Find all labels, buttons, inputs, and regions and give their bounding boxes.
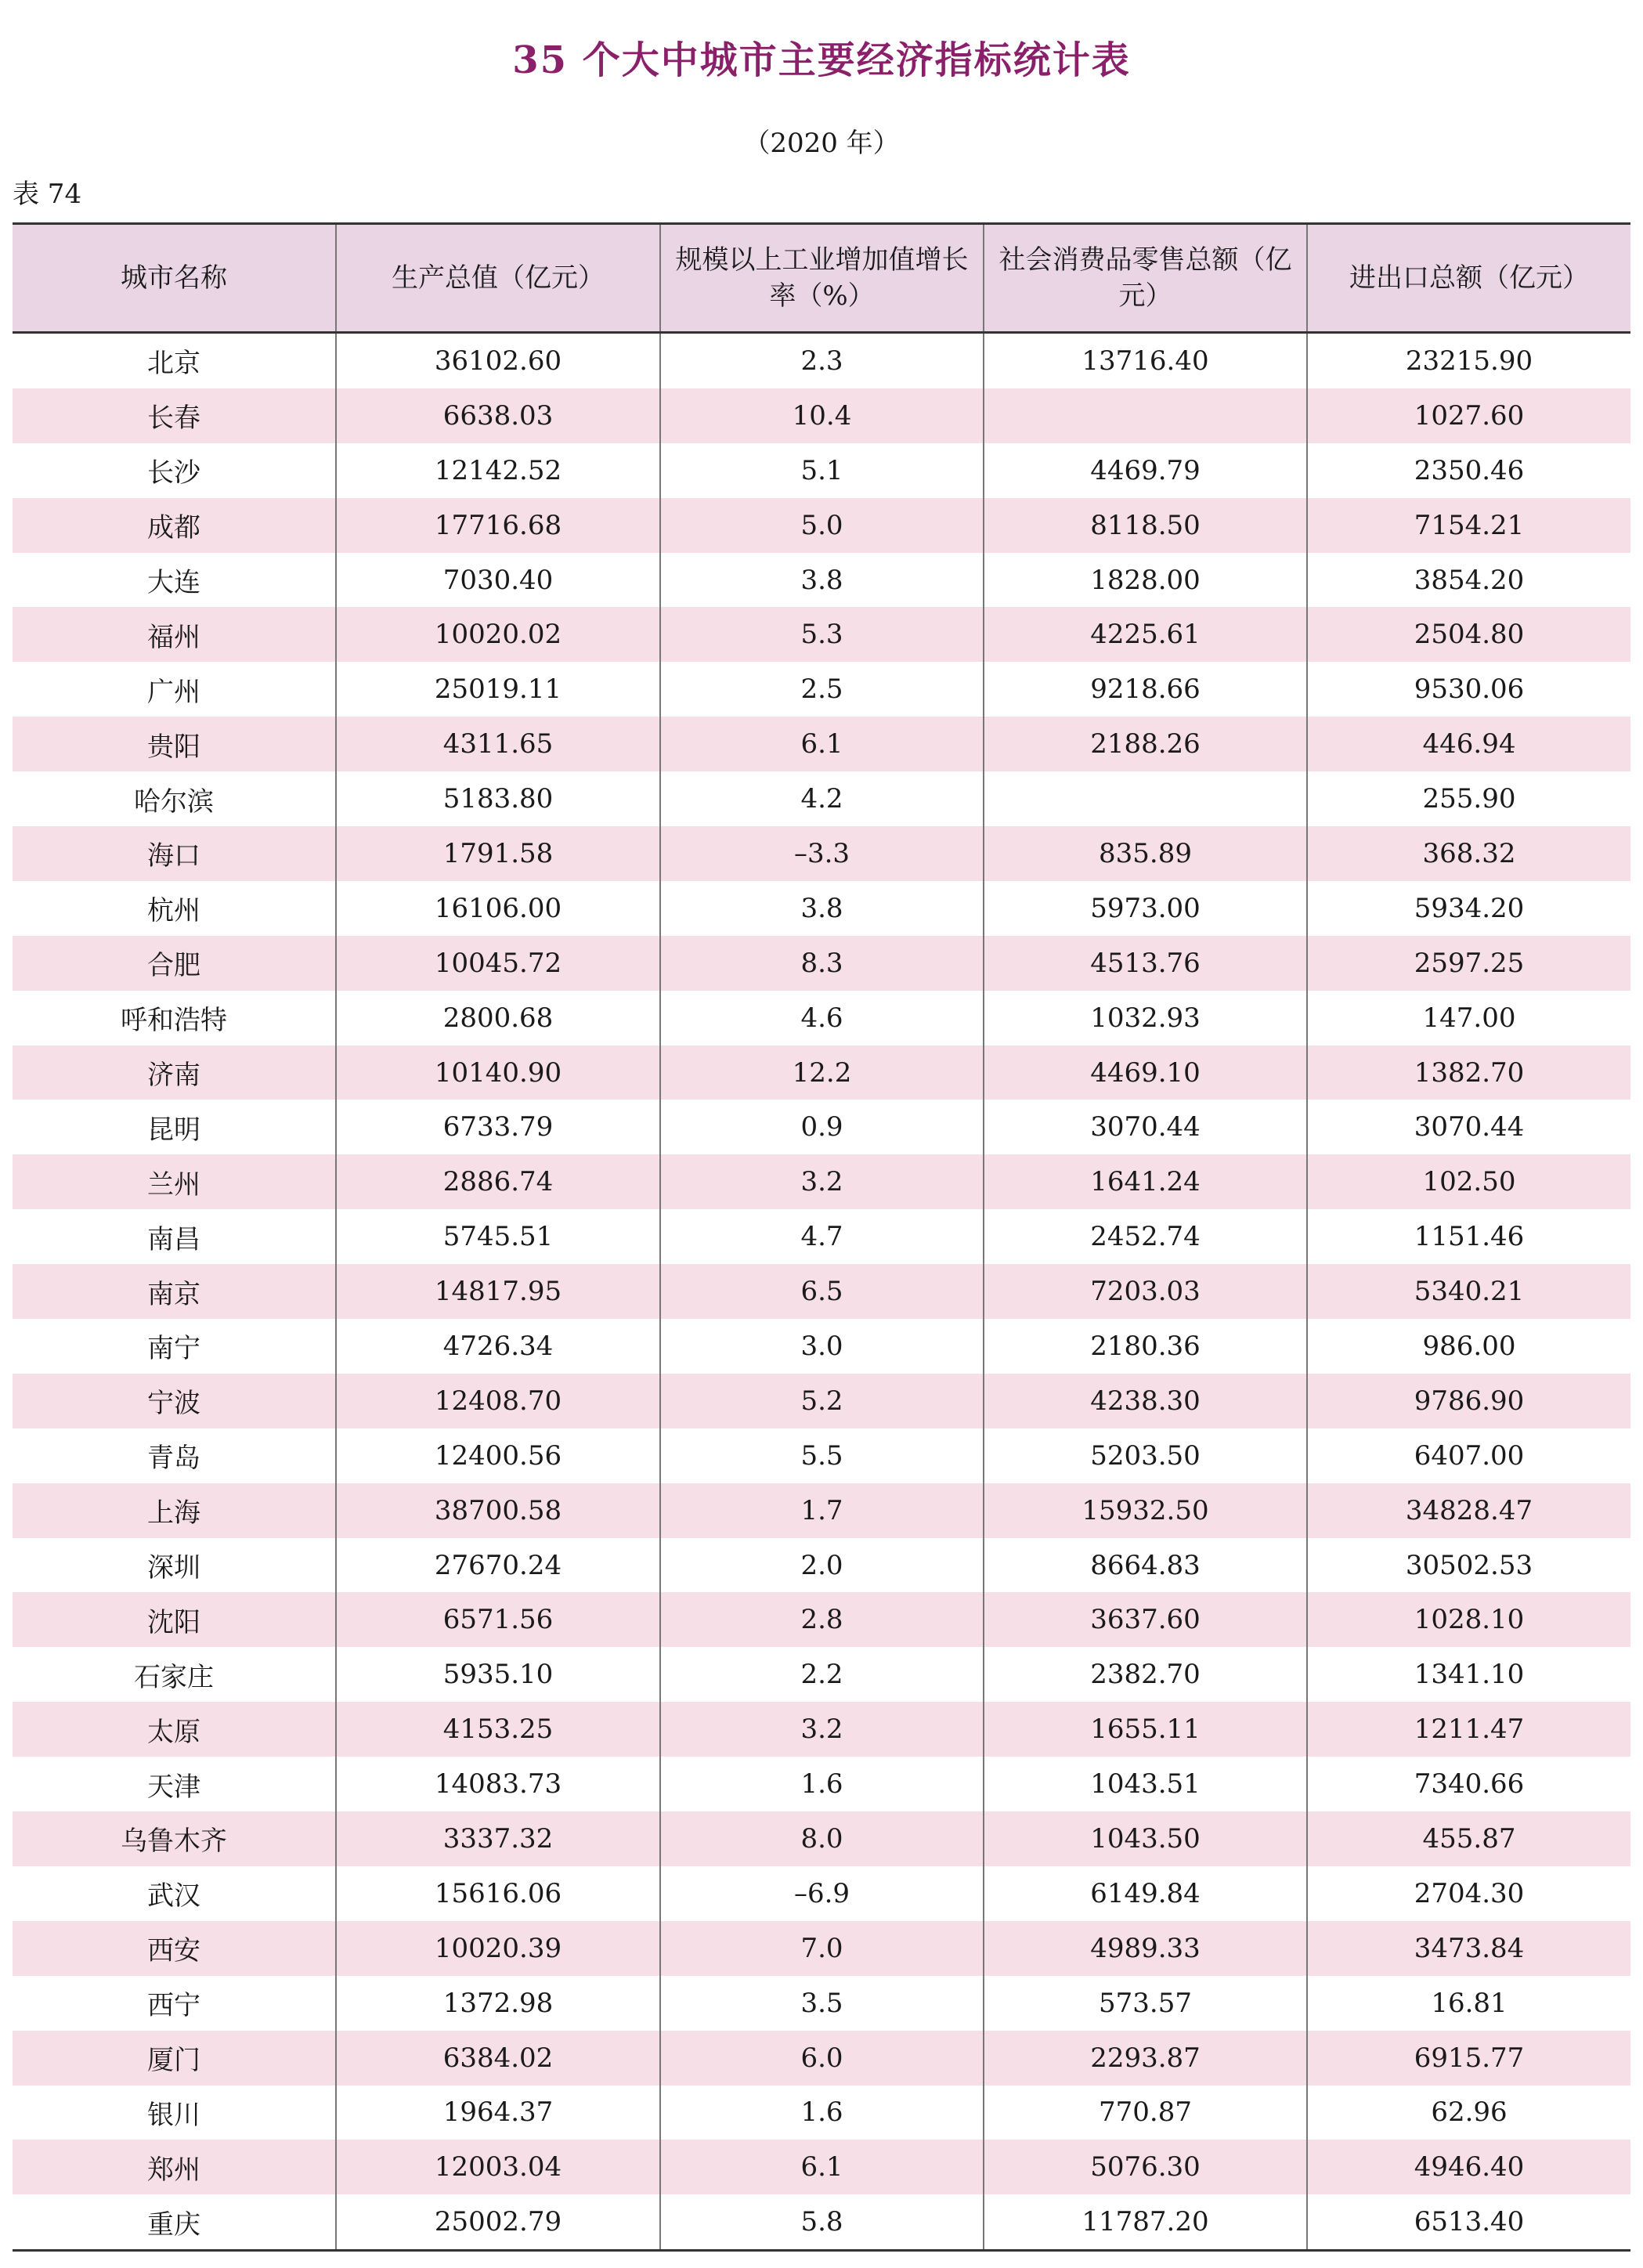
industry-growth-cell: 2.2 [660,1647,984,1702]
industry-growth-cell: 6.1 [660,2140,984,2194]
table-row [13,881,1630,936]
import-export-cell: 6513.40 [1307,2194,1630,2250]
import-export-cell: 5934.20 [1307,881,1630,936]
import-export-cell: 986.00 [1307,1319,1630,1374]
gdp-cell: 6571.56 [336,1592,660,1647]
industry-growth-cell: 3.2 [660,1702,984,1757]
header-city: 城市名称 [13,224,336,333]
city-cell: 上海 [13,1483,336,1538]
retail-sales-cell: 2293.87 [984,2031,1307,2086]
table-row [13,388,1630,443]
gdp-cell: 2886.74 [336,1154,660,1209]
industry-growth-cell: 6.5 [660,1264,984,1319]
retail-sales-cell: 1043.51 [984,1757,1307,1811]
table-row [13,1100,1630,1154]
import-export-cell: 7340.66 [1307,1757,1630,1811]
table-row [13,1702,1630,1757]
table-row [13,498,1630,553]
import-export-cell: 5340.21 [1307,1264,1630,1319]
import-export-cell: 3473.84 [1307,1921,1630,1976]
retail-sales-cell: 13716.40 [984,333,1307,388]
industry-growth-cell: 2.5 [660,662,984,717]
import-export-cell: 446.94 [1307,717,1630,771]
city-cell: 南昌 [147,1223,200,1255]
import-export-cell: 34828.47 [1307,1483,1630,1538]
city-cell: 南京 [13,1264,336,1319]
import-export-cell: 2350.46 [1307,443,1630,498]
gdp-cell: 10020.02 [336,607,660,662]
header-industry-growth: 规模以上工业增加值增长率（%） [660,224,984,333]
retail-sales-cell: 8664.83 [984,1538,1307,1593]
retail-sales-cell: 4469.10 [984,1046,1307,1100]
city-cell: 杭州 [147,895,200,927]
gdp-cell: 12003.04 [336,2140,660,2194]
gdp-cell: 1791.58 [336,826,660,881]
table-number: 表 74 [13,179,82,210]
city-cell: 合肥 [13,936,336,991]
industry-growth-cell: 6.1 [660,717,984,771]
table-row [13,1374,1630,1428]
table-row [13,1209,1630,1264]
retail-sales-cell [984,388,1307,443]
retail-sales-cell: 7203.03 [984,1264,1307,1319]
retail-sales-cell: 1828.00 [984,553,1307,608]
gdp-cell: 3337.32 [336,1811,660,1866]
city-cell: 郑州 [13,2140,336,2194]
table-row [13,1483,1630,1538]
city-cell: 重庆 [13,2194,336,2250]
retail-sales-cell: 4989.33 [984,1921,1307,1976]
city-cell: 长沙 [147,457,200,489]
import-export-cell: 1341.10 [1307,1647,1630,1702]
table-row [13,991,1630,1046]
gdp-cell: 2800.68 [336,991,660,1046]
city-cell: 成都 [13,498,336,553]
table-row [13,1046,1630,1100]
retail-sales-cell: 1641.24 [984,1154,1307,1209]
city-cell: 乌鲁木齐 [13,1811,336,1866]
city-cell: 大连 [147,567,200,598]
table-row [13,717,1630,771]
import-export-cell: 23215.90 [1307,333,1630,388]
city-cell: 济南 [13,1046,336,1100]
import-export-cell: 4946.40 [1307,2140,1630,2194]
table-row [13,553,1630,608]
import-export-cell: 2504.80 [1307,607,1630,662]
retail-sales-cell: 1655.11 [984,1702,1307,1757]
header-import-export: 进出口总额（亿元） [1307,224,1630,333]
industry-growth-cell: 1.6 [660,2086,984,2140]
import-export-cell: 6407.00 [1307,1428,1630,1483]
industry-growth-cell: 5.5 [660,1428,984,1483]
gdp-cell: 7030.40 [336,553,660,608]
city-cell: 南宁 [147,1333,200,1365]
import-export-cell: 16.81 [1307,1976,1630,2031]
retail-sales-cell: 2452.74 [984,1209,1307,1264]
industry-growth-cell: 6.0 [660,2031,984,2086]
city-cell: 昆明 [147,1114,200,1146]
industry-growth-cell: 4.6 [660,991,984,1046]
industry-growth-cell: –3.3 [660,826,984,881]
import-export-cell: 7154.21 [1307,498,1630,553]
import-export-cell: 368.32 [1307,826,1630,881]
gdp-cell: 10045.72 [336,936,660,991]
city-cell: 沈阳 [13,1592,336,1647]
industry-growth-cell: 5.0 [660,498,984,553]
import-export-cell: 102.50 [1307,1154,1630,1209]
retail-sales-cell: 573.57 [984,1976,1307,2031]
import-export-cell: 1027.60 [1307,388,1630,443]
table-row [13,333,1630,388]
table-row [13,1319,1630,1374]
industry-growth-cell: 5.2 [660,1374,984,1428]
gdp-cell: 10020.39 [336,1921,660,1976]
import-export-cell: 9530.06 [1307,662,1630,717]
retail-sales-cell: 5076.30 [984,2140,1307,2194]
industry-growth-cell: 10.4 [660,388,984,443]
industry-growth-cell: 0.9 [660,1100,984,1154]
city-cell: 福州 [13,607,336,662]
gdp-cell: 12142.52 [336,443,660,498]
city-cell: 深圳 [147,1552,200,1584]
city-cell: 石家庄 [134,1661,214,1693]
retail-sales-cell: 4225.61 [984,607,1307,662]
table-row [13,662,1630,717]
industry-growth-cell: 1.6 [660,1757,984,1811]
table-row [13,2031,1630,2086]
table-row [13,1921,1630,1976]
industry-growth-cell: 2.0 [660,1538,984,1593]
import-export-cell: 62.96 [1307,2086,1630,2140]
header-retail-sales: 社会消费品零售总额（亿元） [984,224,1307,333]
retail-sales-cell: 15932.50 [984,1483,1307,1538]
table-row [13,1264,1630,1319]
table-body [13,333,1630,2251]
gdp-cell: 17716.68 [336,498,660,553]
retail-sales-cell: 4469.79 [984,443,1307,498]
city-cell: 兰州 [13,1154,336,1209]
retail-sales-cell: 3637.60 [984,1592,1307,1647]
table-row [13,1976,1630,2031]
gdp-cell: 4726.34 [336,1319,660,1374]
retail-sales-cell: 5973.00 [984,881,1307,936]
retail-sales-cell: 1043.50 [984,1811,1307,1866]
table-row [13,826,1630,881]
gdp-cell: 36102.60 [336,333,660,388]
gdp-cell: 1372.98 [336,1976,660,2031]
import-export-cell: 2597.25 [1307,936,1630,991]
gdp-cell: 25019.11 [336,662,660,717]
industry-growth-cell: 1.7 [660,1483,984,1538]
table-header-row [13,224,1630,333]
economic-indicators-table [13,222,1630,2252]
retail-sales-cell [984,771,1307,826]
gdp-cell: 4153.25 [336,1702,660,1757]
table-row [13,1811,1630,1866]
import-export-cell: 30502.53 [1307,1538,1630,1593]
gdp-cell: 25002.79 [336,2194,660,2250]
page-subtitle: （2020 年） [743,128,900,159]
import-export-cell: 1151.46 [1307,1209,1630,1264]
gdp-cell: 38700.58 [336,1483,660,1538]
city-cell: 海口 [13,826,336,881]
retail-sales-cell: 6149.84 [984,1866,1307,1921]
industry-growth-cell: 5.8 [660,2194,984,2250]
table-row [13,1592,1630,1647]
city-cell: 武汉 [147,1880,200,1912]
industry-growth-cell: 7.0 [660,1921,984,1976]
gdp-cell: 10140.90 [336,1046,660,1100]
import-export-cell: 1211.47 [1307,1702,1630,1757]
gdp-cell: 6384.02 [336,2031,660,2086]
retail-sales-cell: 11787.20 [984,2194,1307,2250]
industry-growth-cell: 3.2 [660,1154,984,1209]
retail-sales-cell: 4238.30 [984,1374,1307,1428]
gdp-cell: 5745.51 [336,1209,660,1264]
table-row [13,1647,1630,1702]
gdp-cell: 16106.00 [336,881,660,936]
import-export-cell: 6915.77 [1307,2031,1630,2086]
import-export-cell: 147.00 [1307,991,1630,1046]
city-cell: 厦门 [13,2031,336,2086]
retail-sales-cell: 835.89 [984,826,1307,881]
industry-growth-cell: 8.3 [660,936,984,991]
city-cell: 哈尔滨 [134,785,214,818]
city-cell: 贵阳 [13,717,336,771]
city-cell: 西宁 [147,1990,200,2022]
import-export-cell: 3854.20 [1307,553,1630,608]
retail-sales-cell: 8118.50 [984,498,1307,553]
table-row [13,607,1630,662]
gdp-cell: 12408.70 [336,1374,660,1428]
gdp-cell: 4311.65 [336,717,660,771]
city-cell: 太原 [13,1702,336,1757]
import-export-cell: 1382.70 [1307,1046,1630,1100]
table-row [13,771,1630,826]
import-export-cell: 255.90 [1307,771,1630,826]
import-export-cell: 455.87 [1307,1811,1630,1866]
gdp-cell: 14083.73 [336,1757,660,1811]
gdp-cell: 15616.06 [336,1866,660,1921]
table-row [13,1538,1630,1593]
retail-sales-cell: 2382.70 [984,1647,1307,1702]
retail-sales-cell: 1032.93 [984,991,1307,1046]
industry-growth-cell: 3.0 [660,1319,984,1374]
city-cell: 北京 [147,348,200,380]
city-cell: 西安 [13,1921,336,1976]
industry-growth-cell: 2.3 [660,333,984,388]
gdp-cell: 5183.80 [336,771,660,826]
page-title: 35 个大中城市主要经济指标统计表 [512,38,1131,82]
industry-growth-cell: 4.7 [660,1209,984,1264]
industry-growth-cell: 3.8 [660,881,984,936]
table-row [13,1428,1630,1483]
industry-growth-cell: 4.2 [660,771,984,826]
table-row [13,2194,1630,2250]
import-export-cell: 1028.10 [1307,1592,1630,1647]
city-cell: 长春 [13,388,336,443]
table-row [13,2140,1630,2194]
industry-growth-cell: 12.2 [660,1046,984,1100]
table-row [13,1154,1630,1209]
table-row [13,1866,1630,1921]
city-cell: 广州 [147,676,200,708]
gdp-cell: 6733.79 [336,1100,660,1154]
retail-sales-cell: 4513.76 [984,936,1307,991]
retail-sales-cell: 3070.44 [984,1100,1307,1154]
import-export-cell: 9786.90 [1307,1374,1630,1428]
city-cell: 青岛 [147,1443,200,1475]
industry-growth-cell: 3.8 [660,553,984,608]
gdp-cell: 5935.10 [336,1647,660,1702]
import-export-cell: 3070.44 [1307,1100,1630,1154]
city-cell: 天津 [147,1771,200,1803]
gdp-cell: 14817.95 [336,1264,660,1319]
import-export-cell: 2704.30 [1307,1866,1630,1921]
table-row [13,443,1630,498]
table-row [13,936,1630,991]
industry-growth-cell: 8.0 [660,1811,984,1866]
retail-sales-cell: 9218.66 [984,662,1307,717]
retail-sales-cell: 5203.50 [984,1428,1307,1483]
city-cell: 呼和浩特 [121,1005,227,1037]
industry-growth-cell: –6.9 [660,1866,984,1921]
industry-growth-cell: 3.5 [660,1976,984,2031]
industry-growth-cell: 2.8 [660,1592,984,1647]
retail-sales-cell: 2180.36 [984,1319,1307,1374]
industry-growth-cell: 5.1 [660,443,984,498]
retail-sales-cell: 770.87 [984,2086,1307,2140]
table-row [13,2086,1630,2140]
gdp-cell: 27670.24 [336,1538,660,1593]
gdp-cell: 12400.56 [336,1428,660,1483]
retail-sales-cell: 2188.26 [984,717,1307,771]
city-cell: 宁波 [13,1374,336,1428]
header-gdp: 生产总值（亿元） [336,224,660,333]
gdp-cell: 6638.03 [336,388,660,443]
table-row [13,1757,1630,1811]
city-cell: 银川 [147,2099,200,2131]
industry-growth-cell: 5.3 [660,607,984,662]
gdp-cell: 1964.37 [336,2086,660,2140]
